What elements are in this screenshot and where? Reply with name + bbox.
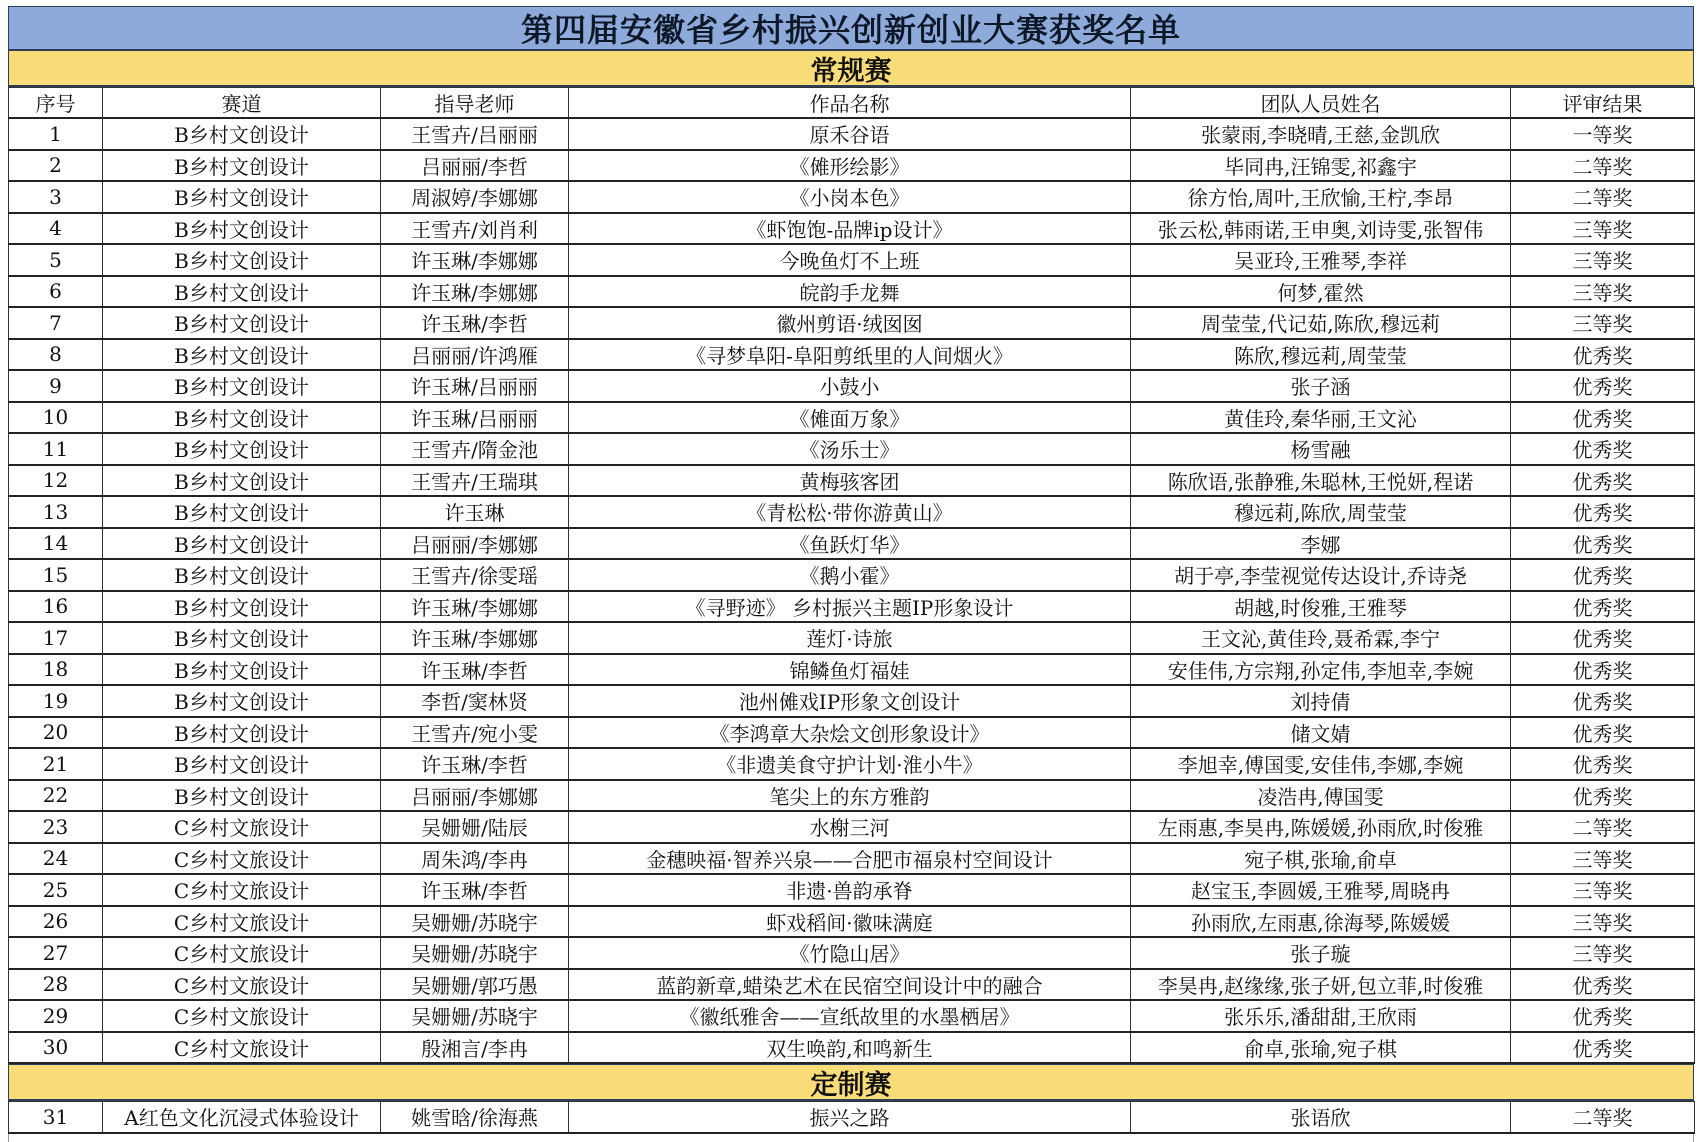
cell-teacher: 殷湘言/李冉 (381, 1032, 569, 1064)
cell-team: 徐方怡,周叶,王欣愉,王柠,李昂 (1131, 181, 1511, 213)
cell-work: 非遗·兽韵承脊 (569, 874, 1131, 906)
cell-work: 《虾饱饱-品牌ip设计》 (569, 213, 1131, 245)
cell-track: B乡村文创设计 (103, 339, 381, 371)
cell-track: B乡村文创设计 (103, 748, 381, 780)
cell-no: 21 (9, 748, 103, 780)
cell-track: B乡村文创设计 (103, 118, 381, 150)
cell-no: 7 (9, 307, 103, 339)
table-row (9, 181, 1695, 213)
cell-no: 25 (9, 874, 103, 906)
cell-track: C乡村文旅设计 (103, 811, 381, 843)
table-row (9, 1102, 1695, 1133)
award-list-sheet (8, 6, 1694, 1136)
table-row (9, 559, 1695, 591)
cell-team: 何梦,霍然 (1131, 276, 1511, 308)
cell-work: 《徽纸雅舍——宣纸故里的水墨栖居》 (569, 1000, 1131, 1032)
table-row (9, 528, 1695, 560)
regular-award-table (8, 87, 1695, 1064)
cell-team: 王文沁,黄佳玲,聂希霖,李宁 (1131, 622, 1511, 654)
section-title-custom: 定制赛 (8, 1064, 1694, 1101)
table-row (9, 339, 1695, 371)
cell-result: 优秀奖 (1511, 496, 1695, 528)
cell-no: 13 (9, 496, 103, 528)
cell-result: 三等奖 (1511, 937, 1695, 969)
cell-no: 24 (9, 843, 103, 875)
cell-result: 优秀奖 (1511, 559, 1695, 591)
cell-no: 23 (9, 811, 103, 843)
cell-teacher: 吴姗姗/陆辰 (381, 811, 569, 843)
cell-work: 蓝韵新章,蜡染艺术在民宿空间设计中的融合 (569, 969, 1131, 1001)
cell-team: 张蒙雨,李晓晴,王慈,金凯欣 (1131, 118, 1511, 150)
cell-work: 黄梅骇客团 (569, 465, 1131, 497)
cell-no: 16 (9, 591, 103, 623)
header-result: 评审结果 (1511, 88, 1695, 119)
cell-result: 优秀奖 (1511, 622, 1695, 654)
cell-result: 优秀奖 (1511, 1000, 1695, 1032)
cell-track: A红色文化沉浸式体验设计 (103, 1102, 381, 1133)
cell-teacher: 许玉琳/李娜娜 (381, 622, 569, 654)
cell-team: 吴亚玲,王雅琴,李祥 (1131, 244, 1511, 276)
cell-track: B乡村文创设计 (103, 528, 381, 560)
cell-work: 锦鳞鱼灯福娃 (569, 654, 1131, 686)
cell-track: C乡村文旅设计 (103, 906, 381, 938)
cell-work: 《傩形绘影》 (569, 150, 1131, 182)
cell-result: 优秀奖 (1511, 402, 1695, 434)
cell-work: 《竹隐山居》 (569, 937, 1131, 969)
cell-track: B乡村文创设计 (103, 370, 381, 402)
cell-team: 张子涵 (1131, 370, 1511, 402)
table-row (9, 685, 1695, 717)
header-team: 团队人员姓名 (1131, 88, 1511, 119)
cell-no: 14 (9, 528, 103, 560)
table-row (9, 843, 1695, 875)
cell-team: 陈欣,穆远莉,周莹莹 (1131, 339, 1511, 371)
table-row (9, 307, 1695, 339)
cell-work: 《汤乐士》 (569, 433, 1131, 465)
cell-teacher: 王雪卉/王瑞琪 (381, 465, 569, 497)
cell-teacher: 许玉琳/李哲 (381, 748, 569, 780)
table-row (9, 874, 1695, 906)
cell-work: 今晚鱼灯不上班 (569, 244, 1131, 276)
cell-result: 优秀奖 (1511, 465, 1695, 497)
cell-track: B乡村文创设计 (103, 276, 381, 308)
cell-track: B乡村文创设计 (103, 654, 381, 686)
cell-teacher: 许玉琳/李哲 (381, 654, 569, 686)
cell-work: 《鹅小霍》 (569, 559, 1131, 591)
cell-no: 5 (9, 244, 103, 276)
table-row (9, 276, 1695, 308)
cell-team: 毕同冉,汪锦雯,祁鑫宇 (1131, 150, 1511, 182)
cell-no: 9 (9, 370, 103, 402)
cell-team: 李娜 (1131, 528, 1511, 560)
cell-work: 原禾谷语 (569, 118, 1131, 150)
cell-work: 金穗映福·智养兴泉——合肥市福泉村空间设计 (569, 843, 1131, 875)
cell-team: 李昊冉,赵缘缘,张子妍,包立菲,时俊雅 (1131, 969, 1511, 1001)
table-row (9, 465, 1695, 497)
table-row (9, 1032, 1695, 1064)
cell-work: 笔尖上的东方雅韵 (569, 780, 1131, 812)
cell-teacher: 吴姗姗/郭巧愚 (381, 969, 569, 1001)
cell-teacher: 王雪卉/刘肖利 (381, 213, 569, 245)
table-row (9, 402, 1695, 434)
regular-table-body (9, 118, 1695, 1063)
cell-result: 优秀奖 (1511, 339, 1695, 371)
cell-teacher: 许玉琳/李哲 (381, 307, 569, 339)
cell-teacher: 周淑婷/李娜娜 (381, 181, 569, 213)
cell-teacher: 王雪卉/吕丽丽 (381, 118, 569, 150)
cell-work: 双生唤韵,和鸣新生 (569, 1032, 1131, 1064)
cell-team: 张语欣 (1131, 1102, 1511, 1133)
cell-no: 1 (9, 118, 103, 150)
cell-track: B乡村文创设计 (103, 717, 381, 749)
cell-team: 张乐乐,潘甜甜,王欣雨 (1131, 1000, 1511, 1032)
cell-team: 陈欣语,张静雅,朱聪林,王悦妍,程诺 (1131, 465, 1511, 497)
cell-team: 俞卓,张瑜,宛子棋 (1131, 1032, 1511, 1064)
cell-result: 优秀奖 (1511, 433, 1695, 465)
cell-teacher: 许玉琳 (381, 496, 569, 528)
cell-work: 《青松松·带你游黄山》 (569, 496, 1131, 528)
table-row (9, 780, 1695, 812)
cell-teacher: 吕丽丽/李娜娜 (381, 780, 569, 812)
cell-work: 《李鸿章大杂烩文创形象设计》 (569, 717, 1131, 749)
cell-team: 凌浩冉,傅国雯 (1131, 780, 1511, 812)
table-row (9, 244, 1695, 276)
cell-no: 3 (9, 181, 103, 213)
cell-result: 三等奖 (1511, 244, 1695, 276)
cell-teacher: 吕丽丽/李娜娜 (381, 528, 569, 560)
cell-result: 优秀奖 (1511, 528, 1695, 560)
cell-result: 二等奖 (1511, 1102, 1695, 1133)
cell-team: 周莹莹,代记茹,陈欣,穆远莉 (1131, 307, 1511, 339)
table-row (9, 496, 1695, 528)
cell-teacher: 吴姗姗/苏晓宇 (381, 1000, 569, 1032)
cell-no: 8 (9, 339, 103, 371)
cell-team: 张云松,韩雨诺,王申奥,刘诗雯,张智伟 (1131, 213, 1511, 245)
header-row (9, 88, 1695, 119)
cell-track: C乡村文旅设计 (103, 937, 381, 969)
cell-result: 三等奖 (1511, 307, 1695, 339)
cell-team: 穆远莉,陈欣,周莹莹 (1131, 496, 1511, 528)
cell-no: 29 (9, 1000, 103, 1032)
cell-teacher: 许玉琳/李娜娜 (381, 244, 569, 276)
cell-result: 三等奖 (1511, 874, 1695, 906)
cell-teacher: 许玉琳/李哲 (381, 874, 569, 906)
cell-teacher: 许玉琳/吕丽丽 (381, 402, 569, 434)
table-row (9, 150, 1695, 182)
cell-no: 28 (9, 969, 103, 1001)
cell-result: 三等奖 (1511, 276, 1695, 308)
cell-result: 二等奖 (1511, 181, 1695, 213)
cell-track: B乡村文创设计 (103, 496, 381, 528)
cell-track: B乡村文创设计 (103, 780, 381, 812)
cell-teacher: 吴姗姗/苏晓宇 (381, 937, 569, 969)
cell-track: B乡村文创设计 (103, 559, 381, 591)
cell-work: 《傩面万象》 (569, 402, 1131, 434)
cell-work: 振兴之路 (569, 1102, 1131, 1133)
cell-team: 刘持倩 (1131, 685, 1511, 717)
cell-work: 虾戏稻间·徽味满庭 (569, 906, 1131, 938)
cell-track: C乡村文旅设计 (103, 1000, 381, 1032)
cell-result: 三等奖 (1511, 213, 1695, 245)
cell-track: B乡村文创设计 (103, 465, 381, 497)
cell-teacher: 王雪卉/徐雯瑶 (381, 559, 569, 591)
table-row (9, 213, 1695, 245)
cell-teacher: 许玉琳/李娜娜 (381, 591, 569, 623)
cell-no: 6 (9, 276, 103, 308)
cell-work: 水榭三河 (569, 811, 1131, 843)
cell-track: C乡村文旅设计 (103, 969, 381, 1001)
cell-work: 小鼓小 (569, 370, 1131, 402)
cell-no: 22 (9, 780, 103, 812)
cell-result: 优秀奖 (1511, 780, 1695, 812)
cell-result: 优秀奖 (1511, 969, 1695, 1001)
cell-track: B乡村文创设计 (103, 402, 381, 434)
cell-result: 优秀奖 (1511, 591, 1695, 623)
cell-track: B乡村文创设计 (103, 213, 381, 245)
cell-teacher: 许玉琳/吕丽丽 (381, 370, 569, 402)
cell-result: 优秀奖 (1511, 685, 1695, 717)
cell-work: 《非遗美食守护计划·淮小牛》 (569, 748, 1131, 780)
cell-teacher: 吕丽丽/许鸿雁 (381, 339, 569, 371)
cell-track: C乡村文旅设计 (103, 874, 381, 906)
cell-result: 优秀奖 (1511, 748, 1695, 780)
cell-track: B乡村文创设计 (103, 622, 381, 654)
cell-team: 宛子棋,张瑜,俞卓 (1131, 843, 1511, 875)
cell-team: 胡越,时俊雅,王雅琴 (1131, 591, 1511, 623)
cell-team: 胡于亭,李莹视觉传达设计,乔诗尧 (1131, 559, 1511, 591)
cell-result: 优秀奖 (1511, 654, 1695, 686)
header-teacher: 指导老师 (381, 88, 569, 119)
table-row (9, 969, 1695, 1001)
cell-teacher: 王雪卉/隋金池 (381, 433, 569, 465)
section-title-regular: 常规赛 (8, 51, 1694, 87)
cell-no: 27 (9, 937, 103, 969)
table-row (9, 1000, 1695, 1032)
cell-result: 二等奖 (1511, 811, 1695, 843)
cell-track: B乡村文创设计 (103, 307, 381, 339)
cell-team: 黄佳玲,秦华丽,王文沁 (1131, 402, 1511, 434)
table-row (9, 937, 1695, 969)
cell-no: 17 (9, 622, 103, 654)
cell-track: C乡村文旅设计 (103, 843, 381, 875)
cell-no: 2 (9, 150, 103, 182)
cell-track: B乡村文创设计 (103, 685, 381, 717)
cell-teacher: 吴姗姗/苏晓宇 (381, 906, 569, 938)
cell-team: 杨雪融 (1131, 433, 1511, 465)
header-track: 赛道 (103, 88, 381, 119)
page-title: 第四届安徽省乡村振兴创新创业大赛获奖名单 (8, 6, 1694, 51)
cell-result: 一等奖 (1511, 118, 1695, 150)
cell-teacher: 吕丽丽/李哲 (381, 150, 569, 182)
table-row (9, 811, 1695, 843)
table-row (9, 622, 1695, 654)
table-row (9, 748, 1695, 780)
table-row (9, 591, 1695, 623)
cell-result: 二等奖 (1511, 150, 1695, 182)
cell-no: 10 (9, 402, 103, 434)
header-no: 序号 (9, 88, 103, 119)
cell-no: 20 (9, 717, 103, 749)
cell-work: 莲灯·诗旅 (569, 622, 1131, 654)
cell-no: 31 (9, 1102, 103, 1133)
custom-table-body (9, 1102, 1695, 1133)
cell-track: B乡村文创设计 (103, 181, 381, 213)
table-row (9, 370, 1695, 402)
cell-result: 三等奖 (1511, 906, 1695, 938)
cell-work: 《小岗本色》 (569, 181, 1131, 213)
cell-no: 11 (9, 433, 103, 465)
cell-track: B乡村文创设计 (103, 150, 381, 182)
cell-track: B乡村文创设计 (103, 244, 381, 276)
cell-teacher: 王雪卉/宛小雯 (381, 717, 569, 749)
cell-team: 左雨惠,李昊冉,陈媛媛,孙雨欣,时俊雅 (1131, 811, 1511, 843)
table-row (9, 118, 1695, 150)
cell-no: 18 (9, 654, 103, 686)
table-row (9, 654, 1695, 686)
cell-result: 优秀奖 (1511, 1032, 1695, 1064)
cell-no: 12 (9, 465, 103, 497)
cell-track: B乡村文创设计 (103, 591, 381, 623)
cell-work: 皖韵手龙舞 (569, 276, 1131, 308)
cell-no: 4 (9, 213, 103, 245)
cell-team: 安佳伟,方宗翔,孙定伟,李旭幸,李婉 (1131, 654, 1511, 686)
cell-team: 孙雨欣,左雨惠,徐海琴,陈媛媛 (1131, 906, 1511, 938)
cell-team: 李旭幸,傅国雯,安佳伟,李娜,李婉 (1131, 748, 1511, 780)
table-row (9, 906, 1695, 938)
cell-teacher: 姚雪晗/徐海燕 (381, 1102, 569, 1133)
cell-track: C乡村文旅设计 (103, 1032, 381, 1064)
cell-result: 三等奖 (1511, 843, 1695, 875)
cell-no: 26 (9, 906, 103, 938)
cell-team: 张子璇 (1131, 937, 1511, 969)
cell-no: 15 (9, 559, 103, 591)
table-bottom-edge (8, 1134, 1694, 1142)
cell-no: 19 (9, 685, 103, 717)
cell-work: 徽州剪语·绒囡囡 (569, 307, 1131, 339)
cell-work: 池州傩戏IP形象文创设计 (569, 685, 1131, 717)
header-work: 作品名称 (569, 88, 1131, 119)
cell-result: 优秀奖 (1511, 717, 1695, 749)
cell-teacher: 李哲/窦林贤 (381, 685, 569, 717)
cell-teacher: 周朱鸿/李冉 (381, 843, 569, 875)
cell-team: 储文婧 (1131, 717, 1511, 749)
cell-teacher: 许玉琳/李娜娜 (381, 276, 569, 308)
cell-work: 《鱼跃灯华》 (569, 528, 1131, 560)
table-row (9, 433, 1695, 465)
custom-award-table (8, 1101, 1695, 1134)
table-row (9, 717, 1695, 749)
cell-track: B乡村文创设计 (103, 433, 381, 465)
cell-result: 优秀奖 (1511, 370, 1695, 402)
cell-work: 《寻野迹》 乡村振兴主题IP形象设计 (569, 591, 1131, 623)
cell-team: 赵宝玉,李圆媛,王雅琴,周晓冉 (1131, 874, 1511, 906)
cell-work: 《寻梦阜阳-阜阳剪纸里的人间烟火》 (569, 339, 1131, 371)
cell-no: 30 (9, 1032, 103, 1064)
